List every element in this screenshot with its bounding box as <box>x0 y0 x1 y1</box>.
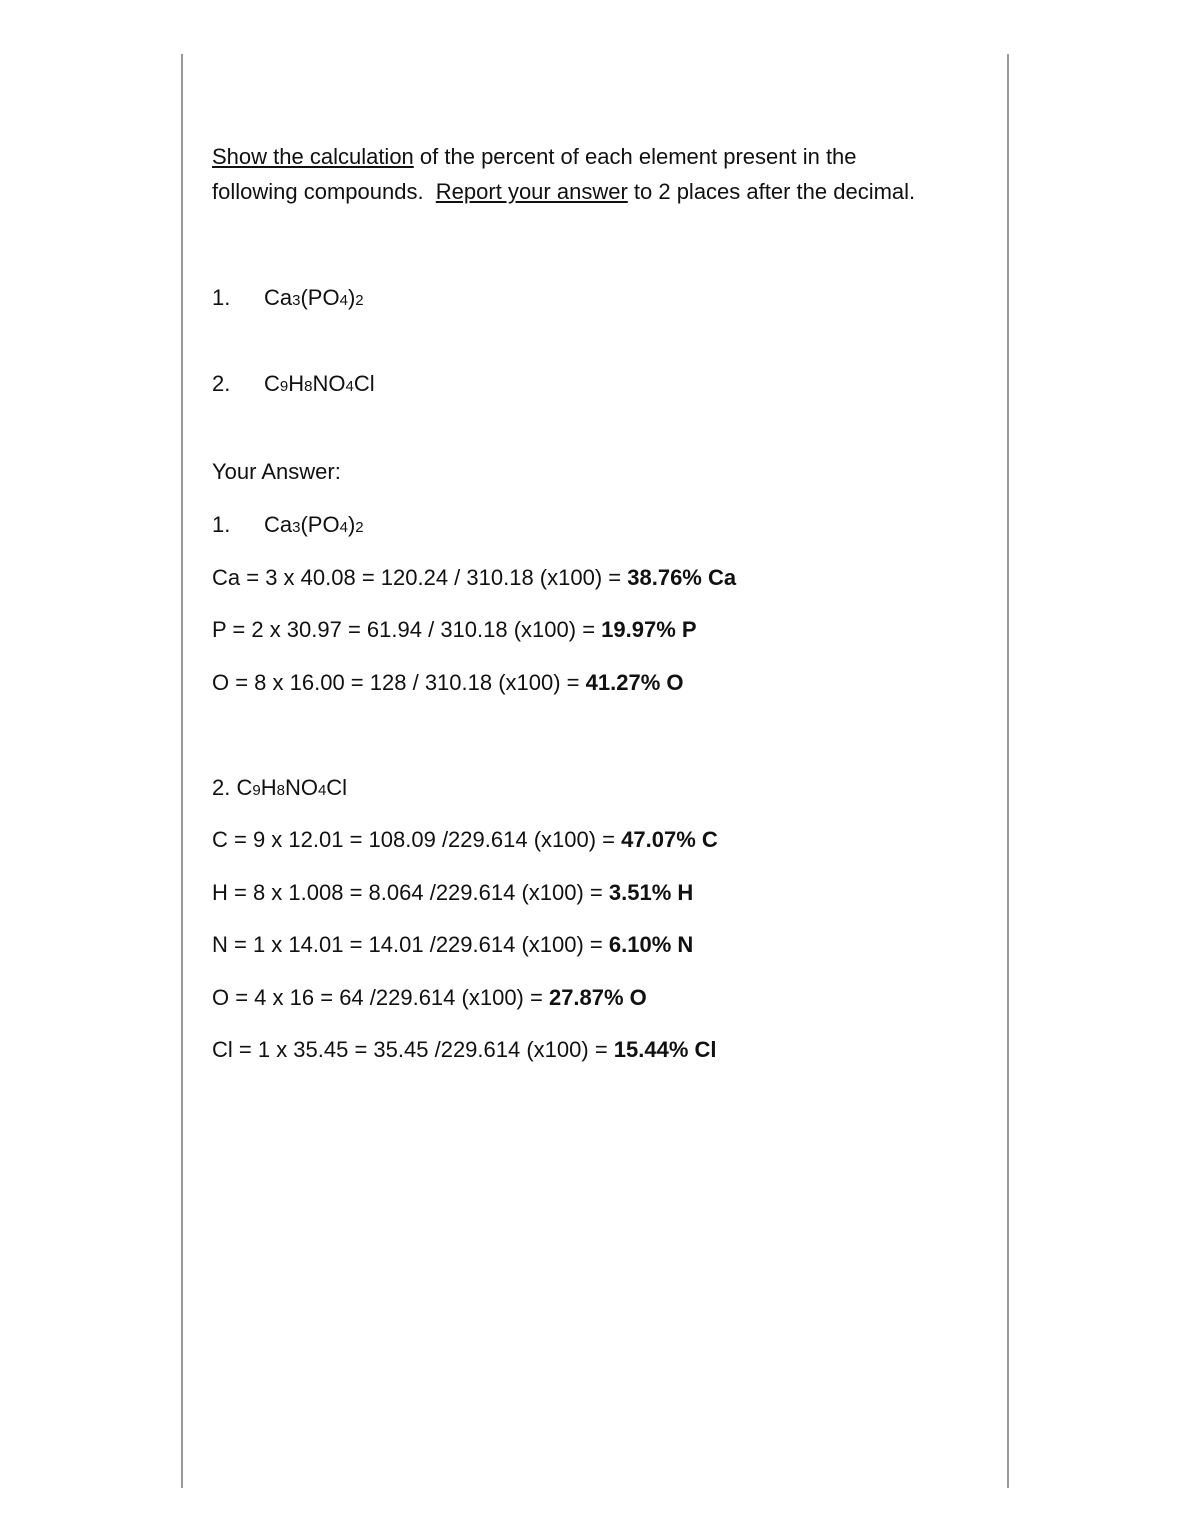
calc-result: 38.76% Ca <box>627 565 737 590</box>
formula-subscript: 8 <box>276 782 285 799</box>
calc-line <box>212 984 647 1012</box>
formula-text: Cl <box>353 371 375 396</box>
calc-result: 47.07% C <box>621 827 718 852</box>
chemical-formula <box>264 512 364 537</box>
calc-line <box>212 931 693 959</box>
chemical-formula <box>264 285 364 310</box>
calc-text: H = 8 x 1.008 = 8.064 /229.614 (x100) = <box>212 880 609 905</box>
formula-subscript: 4 <box>339 292 348 309</box>
instruction-text-2b: to 2 places after the decimal. <box>627 179 916 204</box>
calc-line <box>212 879 693 907</box>
formula-text: (PO <box>300 285 340 310</box>
formula-text: NO <box>284 775 318 800</box>
formula-text: (PO <box>300 512 340 537</box>
formula-text: Ca <box>264 285 293 310</box>
calc-text: Cl = 1 x 35.45 = 35.45 /229.614 (x100) = <box>212 1037 614 1062</box>
formula-text: C <box>236 775 253 800</box>
calc-line <box>212 669 684 697</box>
calc-result: 6.10% N <box>608 932 694 957</box>
calc-text: O = 8 x 16.00 = 128 / 310.18 (x100) = <box>212 670 586 695</box>
calc-text: C = 9 x 12.01 = 108.09 /229.614 (x100) = <box>212 827 622 852</box>
instructions-line-1 <box>212 143 857 171</box>
answer-number: 1. <box>212 512 231 537</box>
formula-text: ) <box>347 512 356 537</box>
calc-result: 19.97% P <box>601 617 697 642</box>
formula-subscript: 2 <box>355 519 364 536</box>
chemical-formula <box>236 775 347 800</box>
instructions-line-2 <box>212 178 915 206</box>
formula-subscript: 4 <box>317 782 327 799</box>
calc-text: P = 2 x 30.97 = 61.94 / 310.18 (x100) = <box>212 617 602 642</box>
calc-result: 27.87% O <box>548 985 647 1010</box>
formula-subscript: 9 <box>279 378 289 395</box>
formula-subscript: 2 <box>355 292 364 309</box>
calc-result: 41.27% O <box>585 670 684 695</box>
left-margin-rule <box>181 54 183 1488</box>
calc-result: 15.44% Cl <box>613 1037 717 1062</box>
formula-subscript: 4 <box>339 519 348 536</box>
chemical-formula <box>264 371 375 396</box>
formula-text: ) <box>347 285 356 310</box>
question-2 <box>212 370 375 401</box>
formula-subscript: 3 <box>292 519 301 536</box>
instruction-underlined-1: Show the calculation <box>212 144 414 169</box>
answer-number: 2. <box>212 775 237 800</box>
formula-text: C <box>264 371 280 396</box>
question-number: 2. <box>212 371 231 396</box>
question-number: 1. <box>212 285 231 310</box>
calc-text: O = 4 x 16 = 64 /229.614 (x100) = <box>212 985 549 1010</box>
formula-text: H <box>260 775 277 800</box>
formula-text: NO <box>312 371 346 396</box>
calc-result: 3.51% H <box>608 880 694 905</box>
instruction-underlined-2: Report your answer <box>435 179 628 204</box>
formula-text: Cl <box>326 775 348 800</box>
right-margin-rule <box>1007 54 1009 1488</box>
formula-subscript: 4 <box>345 378 354 395</box>
calc-line <box>212 564 736 592</box>
instruction-text-1: of the percent of each element present in the <box>413 144 857 169</box>
calc-text: N = 1 x 14.01 = 14.01 /229.614 (x100) = <box>212 932 609 957</box>
calc-line <box>212 616 697 644</box>
calc-line <box>212 1036 717 1064</box>
formula-subscript: 8 <box>304 378 313 395</box>
calc-line <box>212 826 718 854</box>
calc-text: Ca = 3 x 40.08 = 120.24 / 310.18 (x100) = <box>212 565 628 590</box>
instruction-text-2a: following compounds. <box>212 179 436 204</box>
formula-subscript: 3 <box>292 292 301 309</box>
formula-text: Ca <box>264 512 293 537</box>
formula-subscript: 9 <box>252 782 261 799</box>
formula-text: H <box>288 371 305 396</box>
question-1 <box>212 284 364 315</box>
answer-2-heading <box>212 774 347 805</box>
answer-label: Your Answer: <box>212 459 341 484</box>
answer-1-heading <box>212 511 364 542</box>
